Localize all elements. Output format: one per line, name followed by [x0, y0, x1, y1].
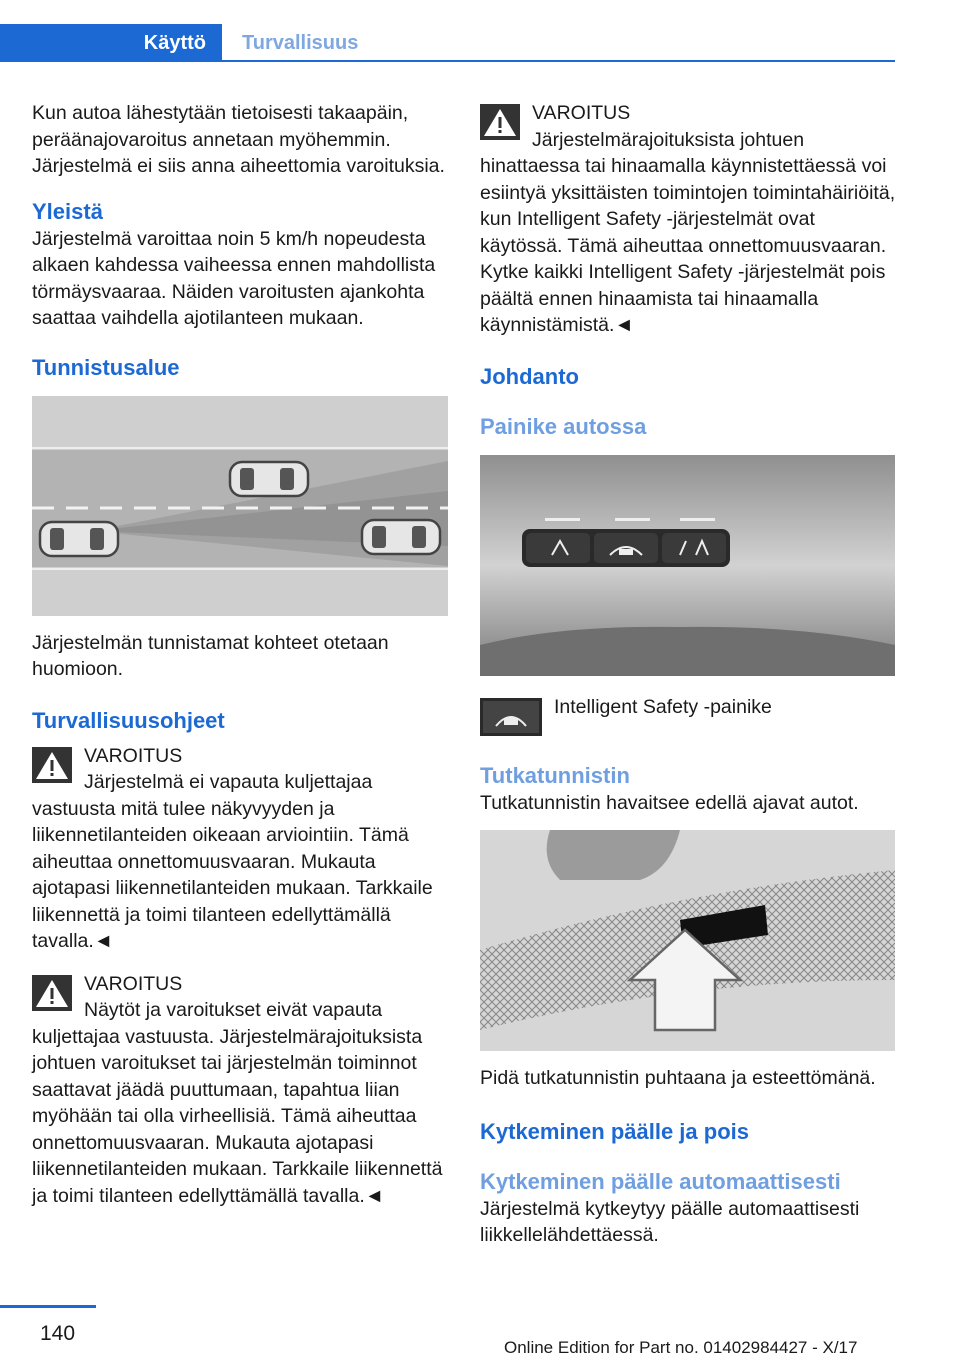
- detection-area-illustration: [32, 396, 448, 616]
- button-label: Intelligent Safety -painike: [554, 695, 772, 718]
- intro-paragraph: Kun autoa lähestytään tietoisesti takaapäin, peräänajovaroitus annetaan myöhemmin. Järjestelmä ei siis anna aiheettomia varoituksia.: [32, 102, 445, 177]
- warning-1-title: VAROITUS: [84, 744, 183, 767]
- heading-tunnistusalue: Tunnistusalue: [32, 354, 180, 380]
- detection-caption: Järjestelmän tunnistamat kohteet otetaan huomioon.: [32, 631, 389, 680]
- kytkeminen-paragraph: Järjestelmä kytkeytyy päälle automaattisesti liikkellelähdettäessä.: [480, 1197, 860, 1246]
- header-bar: [0, 0, 960, 62]
- heading-kytkeminen-automaattisesti: Kytkeminen päälle automaattisesti: [480, 1168, 841, 1194]
- heading-turvallisuusohjeet: Turvallisuusohjeet: [32, 707, 225, 733]
- warning-block-2: [32, 971, 448, 1210]
- warning-triangle-icon: [480, 104, 520, 140]
- right-column: [480, 100, 896, 1249]
- button-panel-photo: [480, 455, 895, 676]
- heading-johdanto: Johdanto: [480, 363, 579, 389]
- left-column: [32, 100, 448, 1209]
- warning-2-title: VAROITUS: [84, 972, 183, 995]
- radar-caption: Pidä tutkatunnistin puhtaana ja esteettömänä.: [480, 1067, 876, 1089]
- warning-3-text: Järjestelmärajoituksista johtuen hinattaessa tai hinaamalla käynnistettäessä voi esiintyä yksittäisten toimintojen toimintahäiriöitä, kun Intelligent Safety -järjestelmät ovat käytössä. Tämä aiheuttaa onnettomuusvaaran. Kytke kaikki Intelligent Safety -järjestelmät pois päältä ennen hinaamista tai hinaamalla käynnistämistä.◄: [480, 128, 896, 336]
- heading-tutkatunnistin: Tutkatunnistin: [480, 762, 630, 788]
- warning-1-text: Järjestelmä ei vapauta kuljettajaa vastuusta mitä tulee näkyvyyden ja liikennetilanteiden oikeaan arviointiin. Tämä aiheuttaa onnettomuusvaaran. Mukauta ajotapasi liikennetilanteiden mukaan. Tarkkaile liikennettä ja toimi tilanteen edellyttämällä tavalla.◄: [32, 771, 433, 952]
- warning-triangle-icon: [32, 975, 72, 1011]
- header-rule: [222, 60, 895, 62]
- page-number: 140: [40, 1322, 76, 1345]
- button-panel-illustration: [480, 455, 895, 676]
- radar-sensor-illustration: [480, 830, 895, 1051]
- tutka-paragraph: Tutkatunnistin havaitsee edellä ajavat autot.: [480, 791, 859, 814]
- edition-note: Online Edition for Part no. 01402984427 - X/17: [504, 1338, 858, 1357]
- heading-yleista: Yleistä: [32, 198, 103, 224]
- radar-sensor-photo: [480, 830, 895, 1051]
- detection-area-figure: [32, 396, 448, 616]
- warning-2-text: Näytöt ja varoitukset eivät vapauta kuljettajaa vastuusta. Järjestelmärajoituksista johtuen varoitukset tai järjestelmän toiminnot saattavat jäädä puuttumaan, tapahtua liian myöhään tai olla virheellisiä. Tämä aiheuttaa onnettomuusvaaran. Mukauta ajotapasi liikennetilanteiden mukaan. Tarkkaile liikennettä ja toimi tilanteen edellyttämällä tavalla.◄: [32, 999, 443, 1207]
- intelligent-safety-button-icon: [480, 698, 542, 736]
- warning-block-3: [480, 100, 896, 339]
- heading-kytkeminen: Kytkeminen päälle ja pois: [480, 1118, 749, 1144]
- warning-triangle-icon: [32, 747, 72, 783]
- warning-3-title: VAROITUS: [532, 102, 631, 124]
- footer-rule: [0, 1305, 96, 1308]
- warning-block-1: [32, 743, 448, 955]
- heading-painike-autossa: Painike autossa: [480, 413, 647, 439]
- yleista-paragraph: Järjestelmä varoittaa noin 5 km/h nopeudesta alkaen kahdessa vaiheessa ennen mahdollista törmäysvaaraa. Näiden varoitusten ajankohta saattaa vaihdella ajotilanteen mukaan.: [32, 227, 436, 329]
- tab-turvallisuus[interactable]: Turvallisuus: [242, 31, 359, 54]
- button-legend-row: [480, 694, 896, 738]
- tab-kaytto[interactable]: Käyttö: [0, 24, 222, 62]
